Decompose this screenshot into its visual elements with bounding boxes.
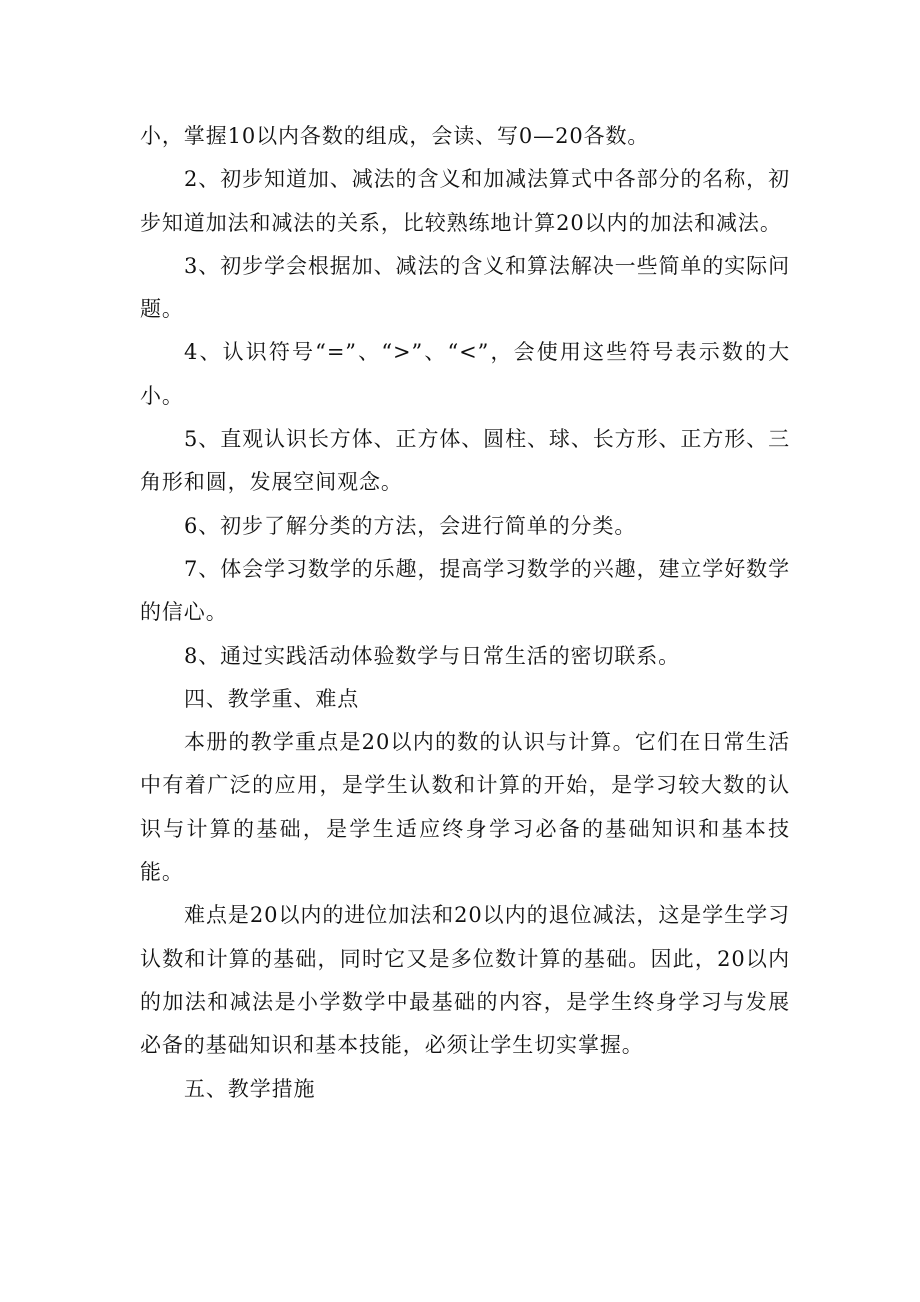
section-heading-measures: 五、教学措施 xyxy=(184,1076,316,1101)
paragraph-goal-3: 3、初步学会根据加、减法的含义和算法解决一些简单的实际问题。 xyxy=(140,253,790,322)
paragraph-key-points: 本册的教学重点是20以内的数的认识与计算。它们在日常生活中有着广泛的应用，是学生认数和计算的开始，是学习较大数的认识与计算的基础，是学生适应终身学习必备的基础知识和基本技能。 xyxy=(140,730,790,885)
paragraph-difficulties: 难点是20以内的进位加法和20以内的退位减法，这是学生学习认数和计算的基础，同时它又是多位数计算的基础。因此，20以内的加法和减法是小学数学中最基础的内容，是学生终身学习与发展必备的基础知识和基本技能，必须让学生切实掌握。 xyxy=(140,903,790,1058)
paragraph-continuation: 小，掌握10以内各数的组成，会读、写0—20各数。 xyxy=(140,124,650,148)
paragraph-goal-8: 8、通过实践活动体验数学与日常生活的密切联系。 xyxy=(184,643,681,668)
paragraph-goal-2: 2、初步知道加、减法的含义和加减法算式中各部分的名称，初步知道加法和减法的关系，比较熟练地计算20以内的加法和减法。 xyxy=(140,167,790,235)
paragraph-goal-4: 4、认识符号“=”、“>”、“<”，会使用这些符号表示数的大小。 xyxy=(140,340,790,408)
section-heading-key-points: 四、教学重、难点 xyxy=(184,686,360,711)
paragraph-goal-7: 7、体会学习数学的乐趣，提高学习数学的兴趣，建立学好数学的信心。 xyxy=(140,556,790,625)
paragraph-goal-6: 6、初步了解分类的方法，会进行简单的分类。 xyxy=(184,513,637,538)
document-body xyxy=(140,115,790,1111)
paragraph-goal-5: 5、直观认识长方体、正方体、圆柱、球、长方形、正方形、三角形和圆，发展空间观念。 xyxy=(140,427,790,495)
